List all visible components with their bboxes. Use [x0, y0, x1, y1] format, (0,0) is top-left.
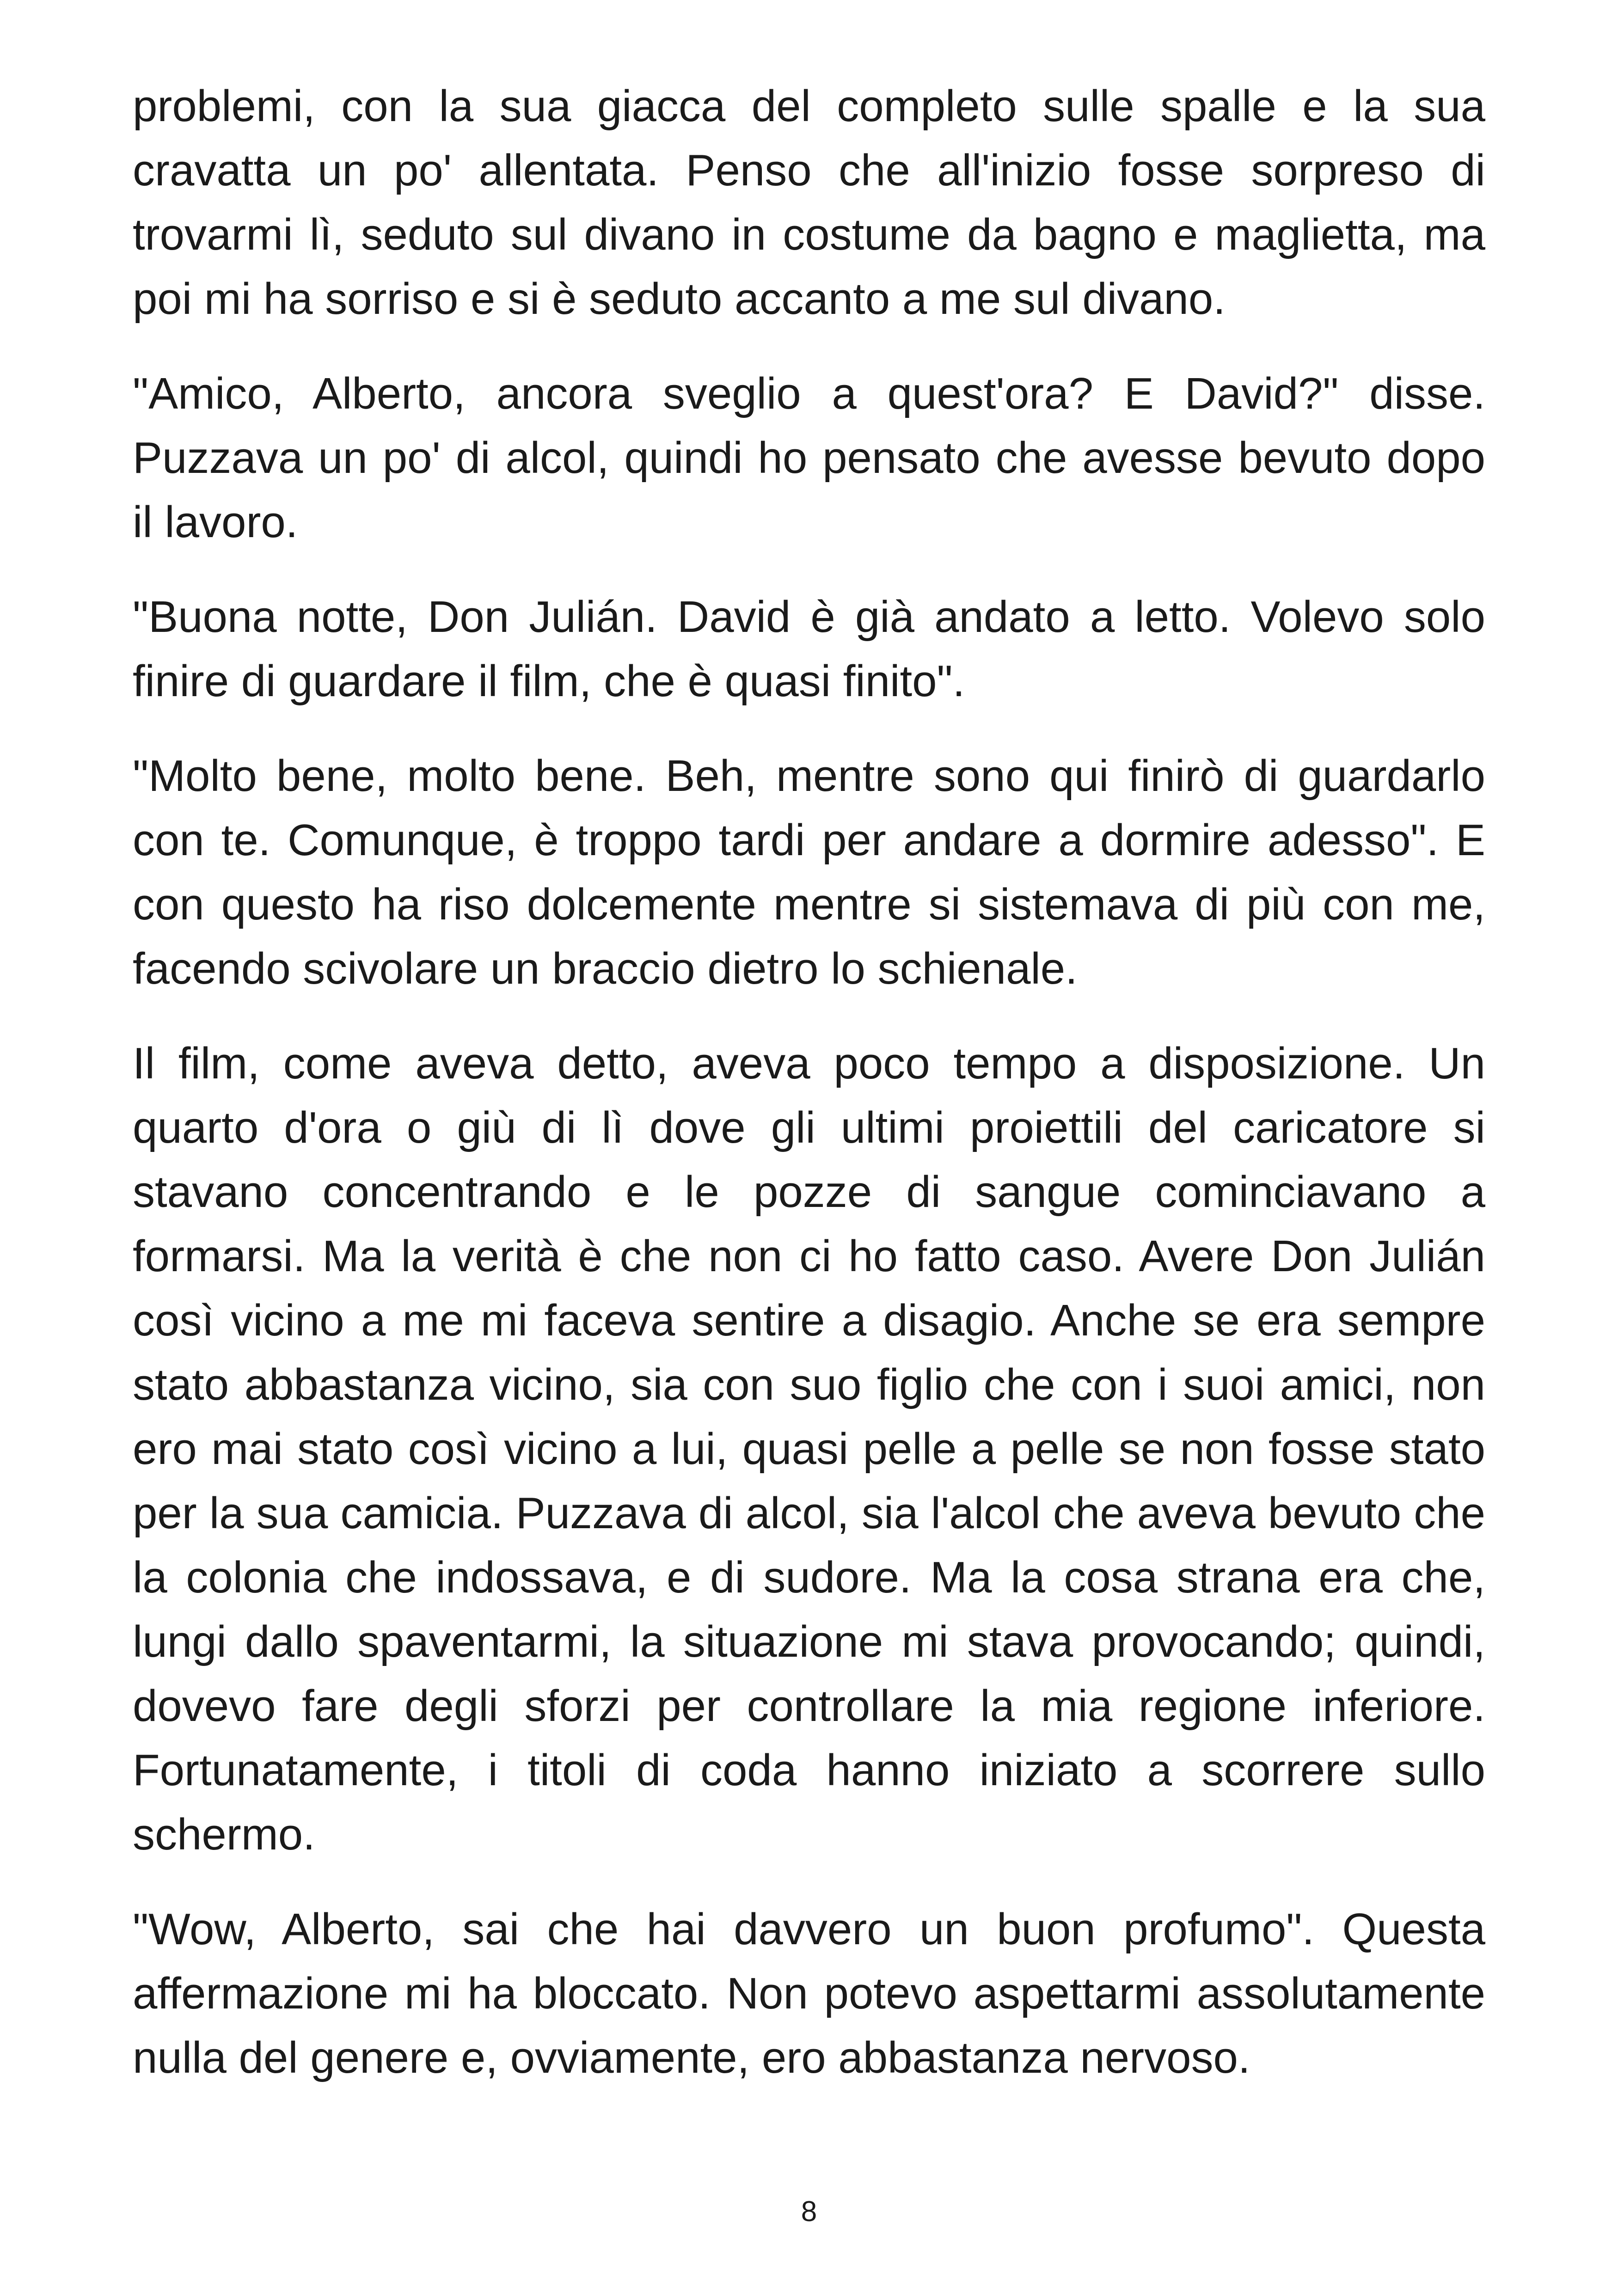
paragraph-4: "Molto bene, molto bene. Beh, mentre sono qui finirò di guardarlo con te. Comunque, è troppo tardi per andare a dormire adesso". E con questo ha riso dolcemente mentre si sistemava di più con me, facendo scivolare un braccio dietro lo schienale. — [133, 751, 1485, 993]
body-text — [133, 74, 1485, 2120]
paragraph-2: "Amico, Alberto, ancora sveglio a quest'ora? E David?" disse. Puzzava un po' di alcol, quindi ho pensato che avesse bevuto dopo il lavoro. — [133, 369, 1485, 547]
page-number: 8 — [801, 2196, 817, 2228]
paragraph-3: "Buona notte, Don Julián. David è già andato a letto. Volevo solo finire di guardare il film, che è quasi finito". — [133, 592, 1485, 706]
paragraph-1: problemi, con la sua giacca del completo sulle spalle e la sua cravatta un po' allentata. Penso che all'inizio fosse sorpreso di trovarmi lì, seduto sul divano in costume da bagno e maglietta, ma poi mi ha sorriso e si è seduto accanto a me sul divano. — [133, 81, 1485, 324]
paragraph-5: Il film, come aveva detto, aveva poco tempo a disposizione. Un quarto d'ora o giù di lì dove gli ultimi proiettili del caricatore si stavano concentrando e le pozze di sangue cominciavano a formarsi. Ma la verità è che non ci ho fatto caso. Avere Don Julián così vicino a me mi faceva sentire a disagio. Anche se era sempre stato abbastanza vicino, sia con suo figlio che con i suoi amici, non ero mai stato così vicino a lui, quasi pelle a pelle se non fosse stato per la sua camicia. Puzzava di alcol, sia l'alcol che aveva bevuto che la colonia che indossava, e di sudore. Ma la cosa strana era che, lungi dallo spaventarmi, la situazione mi stava provocando; quindi, dovevo fare degli sforzi per controllare la mia regione inferiore. Fortunatamente, i titoli di coda hanno iniziato a scorrere sullo schermo. — [133, 1039, 1485, 1859]
paragraph-6: "Wow, Alberto, sai che hai davvero un buon profumo". Questa affermazione mi ha bloccato. Non potevo aspettarmi assolutamente nulla del genere e, ovviamente, ero abbastanza nervoso. — [133, 1904, 1485, 2082]
